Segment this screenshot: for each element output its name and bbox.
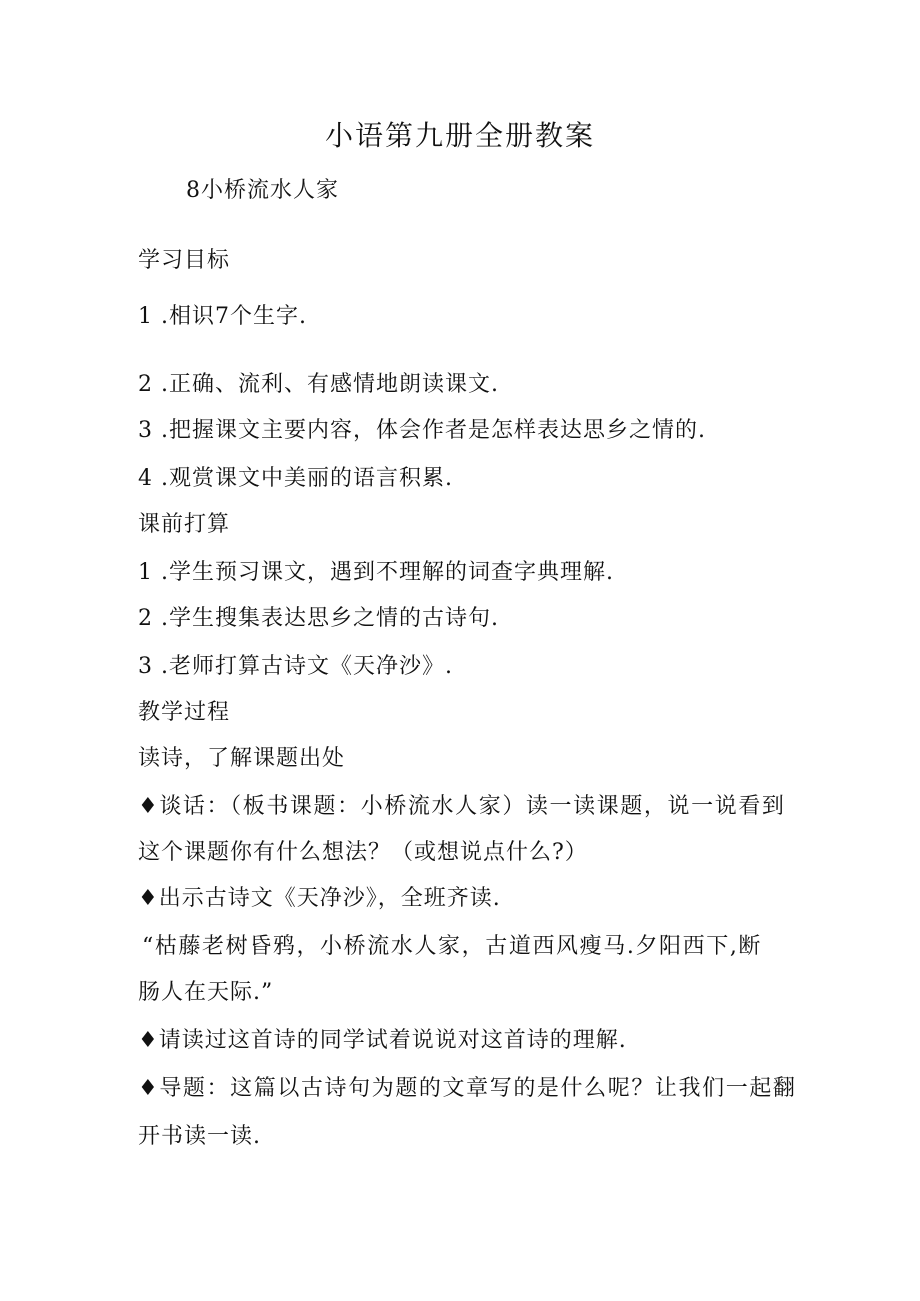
process-line: 开书读一读. — [138, 1124, 261, 1149]
prep-item: 2 .学生搜集表达思乡之情的古诗句. — [138, 606, 499, 631]
process-line: ♦谈话：（板书课题：小桥流水人家）读一读课题，说一说看到 — [138, 794, 786, 819]
poem-line: “枯藤老树昏鸦，小桥流水人家，古道西风瘦马.夕阳西下,断 — [142, 934, 763, 959]
poem-line: 肠人在天际.” — [138, 980, 274, 1005]
goal-item: 3 .把握课文主要内容，体会作者是怎样表达思乡之情的. — [138, 418, 706, 443]
section-heading-prep: 课前打算 — [138, 512, 231, 537]
document-title: 小语第九册全册教案 — [324, 119, 595, 152]
lesson-title: 8小桥流水人家 — [186, 178, 339, 203]
prep-item: 1 .学生预习课文，遇到不理解的词查字典理解. — [138, 560, 614, 585]
process-line: 这个课题你有什么想法？（或想说点什么?） — [138, 840, 588, 865]
goal-item: 2 .正确、流利、有感情地朗读课文. — [138, 372, 499, 397]
process-line: ♦请读过这首诗的同学试着说说对这首诗的理解. — [138, 1028, 627, 1053]
process-heading: 读诗，了解课题出处 — [138, 746, 346, 771]
process-line: ♦出示古诗文《天净沙》，全班齐读. — [138, 886, 501, 911]
prep-item: 3 .老师打算古诗文《天净沙》. — [138, 654, 453, 679]
goal-item: 1 .相识7个生字. — [138, 304, 307, 329]
goal-item: 4 .观赏课文中美丽的语言积累. — [138, 466, 453, 491]
section-heading-process: 教学过程 — [138, 700, 231, 725]
section-heading-goals: 学习目标 — [138, 248, 231, 273]
process-line: ♦导题：这篇以古诗句为题的文章写的是什么呢？让我们一起翻 — [138, 1076, 797, 1101]
